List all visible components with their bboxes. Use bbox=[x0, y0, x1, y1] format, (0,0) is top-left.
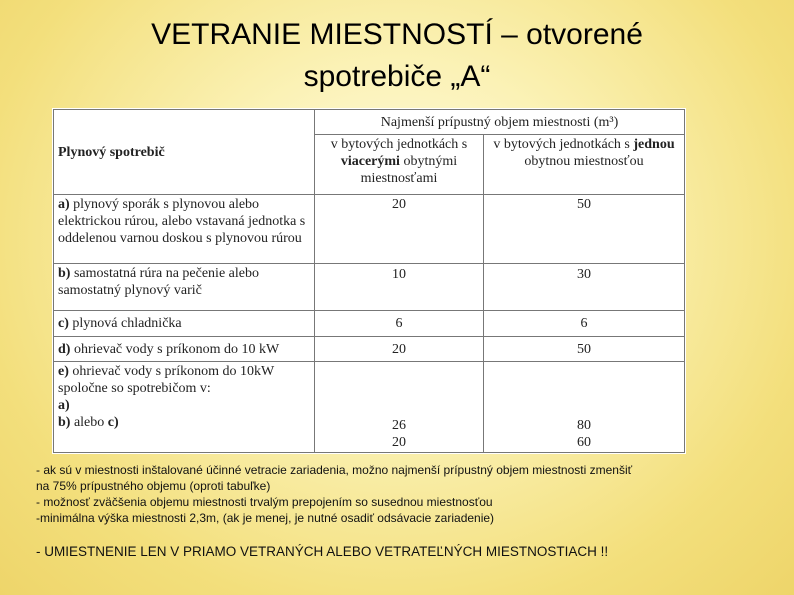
value-multi: 10 bbox=[315, 263, 484, 310]
notes bbox=[36, 462, 776, 526]
title-line-1: VETRANIE MIESTNOSTÍ – otvorené bbox=[151, 18, 643, 51]
note-line: - možnosť zväčšenia objemu miestnosti trvalým prepojením so susednou miestnosťou bbox=[36, 495, 493, 509]
value-single: 6 bbox=[484, 311, 685, 337]
title-line-2: spotrebiče „A“ bbox=[303, 60, 491, 93]
table-header-row bbox=[54, 110, 685, 135]
appliance-cell: d) ohrievač vody s príkonom do 10 kW bbox=[54, 336, 315, 362]
appliance-cell: e) ohrievač vody s príkonom do 10kW spoločne so spotrebičom v: a) b) alebo c) bbox=[54, 362, 315, 453]
appliance-cell: c) plynová chladnička bbox=[54, 311, 315, 337]
col-multi-room-header: v bytových jednotkách s viacerými obytnými miestnosťami bbox=[315, 135, 484, 195]
appliance-cell: a) plynový sporák s plynovou alebo elektrickou rúrou, alebo vstavaná jednotka s oddelenou varnou doskou s plynovou rúrou bbox=[54, 195, 315, 264]
warning-text: - UMIESTNENIE LEN V PRIAMO VETRANÝCH ALEBO VETRATEĽNÝCH MIESTNOSTIACH !! bbox=[36, 544, 609, 559]
col-appliance-header: Plynový spotrebič bbox=[54, 110, 315, 195]
note-line: na 75% prípustného objemu (oproti tabuľke) bbox=[36, 479, 271, 493]
ventilation-table bbox=[53, 109, 685, 453]
value-single: 30 bbox=[484, 263, 685, 310]
table-row bbox=[54, 336, 685, 362]
volume-header: Najmenší prípustný objem miestnosti (m³) bbox=[315, 110, 685, 135]
value-single: 80 60 bbox=[484, 362, 685, 453]
slide-title bbox=[0, 14, 794, 98]
appliance-cell: b) samostatná rúra na pečenie alebo samostatný plynový varič bbox=[54, 263, 315, 310]
table-row bbox=[54, 195, 685, 264]
note-line: -minimálna výška miestnosti 2,3m, (ak je menej, je nutné osadiť odsávacie zariadenie) bbox=[36, 511, 495, 525]
table-row bbox=[54, 263, 685, 310]
table-row bbox=[54, 311, 685, 337]
value-multi: 20 bbox=[315, 195, 484, 264]
col-single-room-header: v bytových jednotkách s jednou obytnou miestnosťou bbox=[484, 135, 685, 195]
value-single: 50 bbox=[484, 336, 685, 362]
note-line: - ak sú v miestnosti inštalované účinné vetracie zariadenia, možno najmenší prípustný objem miestnosti zmenšiť bbox=[36, 463, 633, 477]
value-multi: 20 bbox=[315, 336, 484, 362]
value-multi: 6 bbox=[315, 311, 484, 337]
value-single: 50 bbox=[484, 195, 685, 264]
table-row bbox=[54, 362, 685, 453]
value-multi: 26 20 bbox=[315, 362, 484, 453]
ventilation-table-container bbox=[52, 108, 686, 454]
